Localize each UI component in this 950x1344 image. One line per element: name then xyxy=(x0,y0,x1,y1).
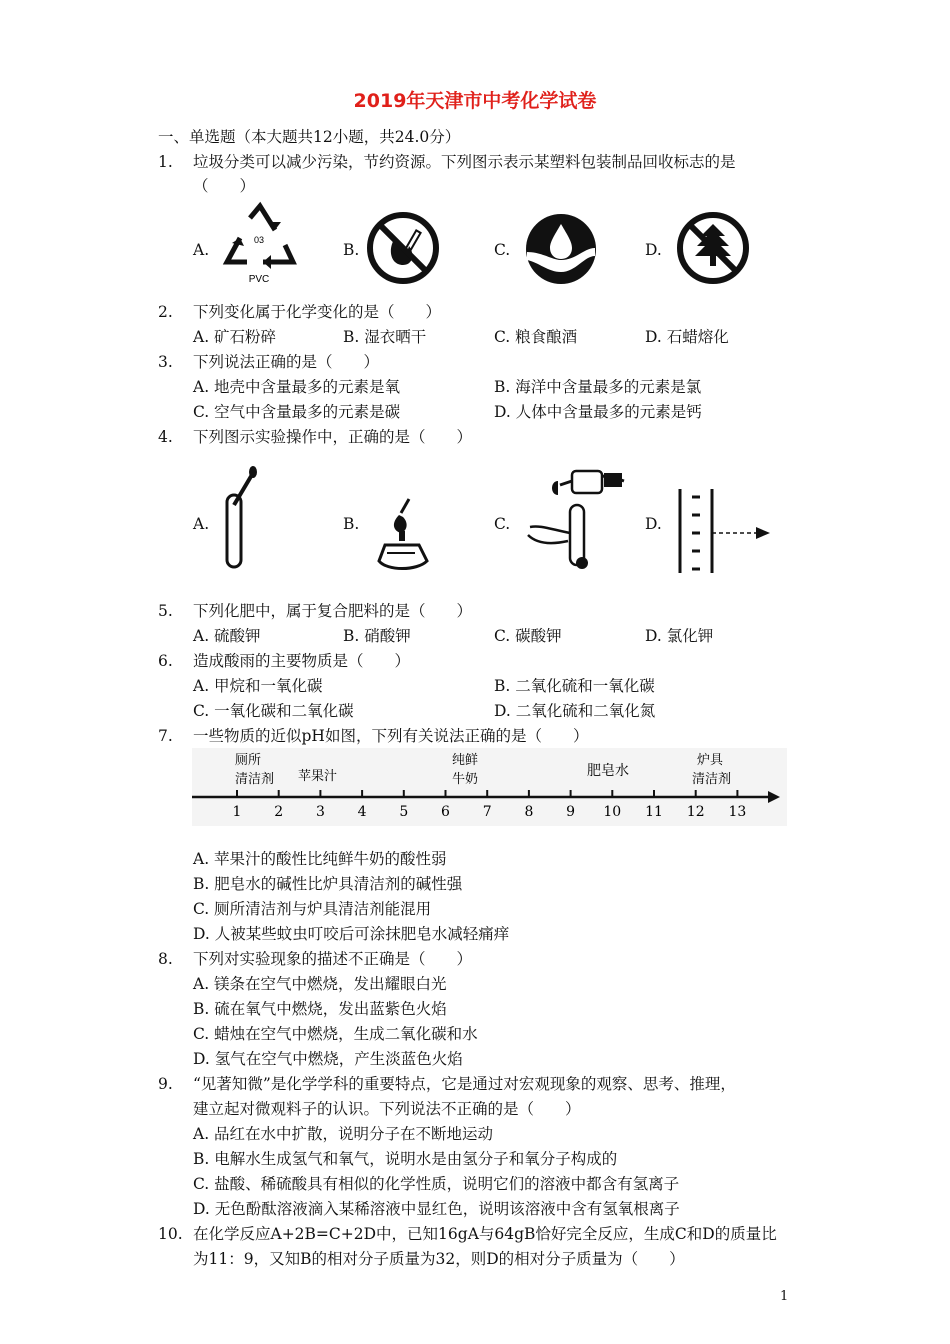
option-c: C. 厕所清洁剂与炉具清洁剂能混用 xyxy=(193,900,432,918)
question-text: 下列图示实验操作中，正确的是（ ） xyxy=(193,428,473,446)
option-a: A. xyxy=(193,515,210,533)
ph-label-stove-2: 清洁剂 xyxy=(692,772,732,787)
option-c: C. 空气中含量最多的元素是碳 xyxy=(193,403,401,421)
option-b: B. 电解水生成氢气和氧气，说明水是由氢分子和氧分子构成的 xyxy=(193,1150,618,1168)
option-a: A. 苹果汁的酸性比纯鲜牛奶的酸性弱 xyxy=(193,850,447,868)
option-c: C. 盐酸、稀硫酸具有相似的化学性质，说明它们的溶液中都含有氢离子 xyxy=(193,1175,680,1193)
option-a: A. 矿石粉碎 xyxy=(193,328,277,346)
option-b: B. 肥皂水的碱性比炉具清洁剂的碱性强 xyxy=(193,875,463,893)
alcohol-lamp-icon xyxy=(375,495,435,575)
option-b: B. 海洋中含量最多的元素是氯 xyxy=(494,378,702,396)
ph-label-apple: 苹果汁 xyxy=(298,769,338,784)
option-a: A. 甲烷和一氧化碳 xyxy=(193,677,323,695)
option-b: B. 硫在氧气中燃烧，发出蓝紫色火焰 xyxy=(193,1000,447,1018)
option-a: A. 硫酸钾 xyxy=(193,627,261,645)
ph-tick-label: 4 xyxy=(357,804,367,820)
ph-tick-label: 1 xyxy=(232,804,242,820)
question-number: 3. xyxy=(158,353,173,371)
section-header: 一、单选题（本大题共12小题，共24.0分） xyxy=(158,128,461,146)
question-text: 下列对实验现象的描述不正确是（ ） xyxy=(193,950,473,968)
option-c: C. 粮食酿酒 xyxy=(494,328,578,346)
ph-tick-label: 5 xyxy=(399,804,409,820)
question-text-cont: 建立起对微观料子的认识。下列说法不正确的是（ ） xyxy=(193,1100,581,1118)
recycle-name: PVC xyxy=(248,274,270,285)
ph-label-soap: 肥皂水 xyxy=(587,762,629,778)
option-d: D. 无色酚酞溶液滴入某稀溶液中显红色，说明该溶液中含有氢氧根离子 xyxy=(193,1200,680,1218)
question-number: 7. xyxy=(158,727,173,745)
question-text: 一些物质的近似pH如图，下列有关说法正确的是（ ） xyxy=(193,727,589,745)
ph-tick-label: 13 xyxy=(728,804,747,820)
ph-label-toilet-1: 厕所 xyxy=(235,753,262,768)
question-number: 1. xyxy=(158,153,173,171)
question-number: 2. xyxy=(158,303,173,321)
option-b: B. 硝酸钾 xyxy=(343,627,411,645)
option-a: A. 品红在水中扩散，说明分子在不断地运动 xyxy=(193,1125,494,1143)
question-text: “见著知微”是化学学科的重要特点，它是通过对宏观现象的观察、思考、推理， xyxy=(193,1075,736,1093)
option-c: C. 蜡烛在空气中燃烧，生成二氧化碳和水 xyxy=(193,1025,478,1043)
ph-tick-label: 11 xyxy=(645,804,663,820)
ph-label-milk-2: 牛奶 xyxy=(452,772,479,787)
option-b: B. xyxy=(343,515,360,533)
ph-tick-label: 7 xyxy=(482,804,492,820)
recycle-icon xyxy=(215,200,305,290)
option-b: B. 二氧化硫和一氧化碳 xyxy=(494,677,655,695)
no-tree-cutting-icon xyxy=(675,210,751,286)
question-number: 8. xyxy=(158,950,173,968)
question-number: 6. xyxy=(158,652,173,670)
ph-label-stove-1: 炉具 xyxy=(697,753,724,768)
test-tube-dropper-icon xyxy=(215,465,265,575)
ph-tick-label: 10 xyxy=(603,804,622,820)
option-d: D. xyxy=(645,515,662,533)
option-d: D. 氯化钾 xyxy=(645,627,714,645)
recycle-code: 03 xyxy=(253,235,265,245)
ph-label-toilet-2: 清洁剂 xyxy=(235,772,275,787)
question-text: 下列变化属于化学变化的是（ ） xyxy=(193,303,442,321)
option-a: A. 镁条在空气中燃烧，发出耀眼白光 xyxy=(193,975,447,993)
page-number: 1 xyxy=(780,1289,789,1304)
question-text: 下列化肥中，属于复合肥料的是（ ） xyxy=(193,602,473,620)
reading-cylinder-icon xyxy=(672,485,782,575)
option-c: C. 一氧化碳和二氧化碳 xyxy=(193,702,354,720)
option-a: A. xyxy=(193,241,210,259)
ph-tick-label: 8 xyxy=(524,804,534,820)
question-number: 5. xyxy=(158,602,173,620)
option-c: C. 碳酸钾 xyxy=(494,627,562,645)
option-d: D. xyxy=(645,241,662,259)
question-text-cont: 为11：9，又知B的相对分子质量为32，则D的相对分子质量为（ ） xyxy=(193,1250,685,1268)
question-number: 4. xyxy=(158,428,173,446)
ph-tick-label: 9 xyxy=(566,804,576,820)
option-b: B. xyxy=(343,241,360,259)
option-d: D. 人被某些蚊虫叮咬后可涂抹肥皂水减轻痛痒 xyxy=(193,925,510,943)
question-text: 下列说法正确的是（ ） xyxy=(193,353,380,371)
question-text: 在化学反应A+2B=C+2D中，已知16gA与64gB恰好完全反应，生成C和D的质量比 xyxy=(193,1225,777,1243)
water-saving-icon xyxy=(524,212,598,286)
option-d: D. 氢气在空气中燃烧，产生淡蓝色火焰 xyxy=(193,1050,463,1068)
no-fire-icon xyxy=(365,210,441,286)
question-number: 9. xyxy=(158,1075,173,1093)
question-text-cont: （ ） xyxy=(193,177,256,195)
option-d: D. 二氧化硫和二氧化氮 xyxy=(494,702,656,720)
pouring-reagent-icon xyxy=(520,455,640,575)
ph-tick-label: 6 xyxy=(441,804,450,820)
ph-tick-label: 2 xyxy=(274,804,284,820)
option-d: D. 石蜡熔化 xyxy=(645,328,729,346)
question-text: 造成酸雨的主要物质是（ ） xyxy=(193,652,411,670)
question-number: 10. xyxy=(158,1225,183,1243)
ph-tick-label: 12 xyxy=(686,804,705,820)
page-title: 2019年天津市中考化学试卷 xyxy=(353,90,597,112)
option-d: D. 人体中含量最多的元素是钙 xyxy=(494,403,702,421)
ph-label-milk-1: 纯鲜 xyxy=(452,753,479,768)
ph-scale-figure xyxy=(192,748,787,826)
question-text: 垃圾分类可以减少污染，节约资源。下列图示表示某塑料包装制品回收标志的是 xyxy=(193,153,736,171)
ph-tick-label: 3 xyxy=(315,804,325,820)
option-c: C. xyxy=(494,241,511,259)
option-c: C. xyxy=(494,515,511,533)
option-a: A. 地壳中含量最多的元素是氧 xyxy=(193,378,401,396)
option-b: B. 湿衣晒干 xyxy=(343,328,427,346)
